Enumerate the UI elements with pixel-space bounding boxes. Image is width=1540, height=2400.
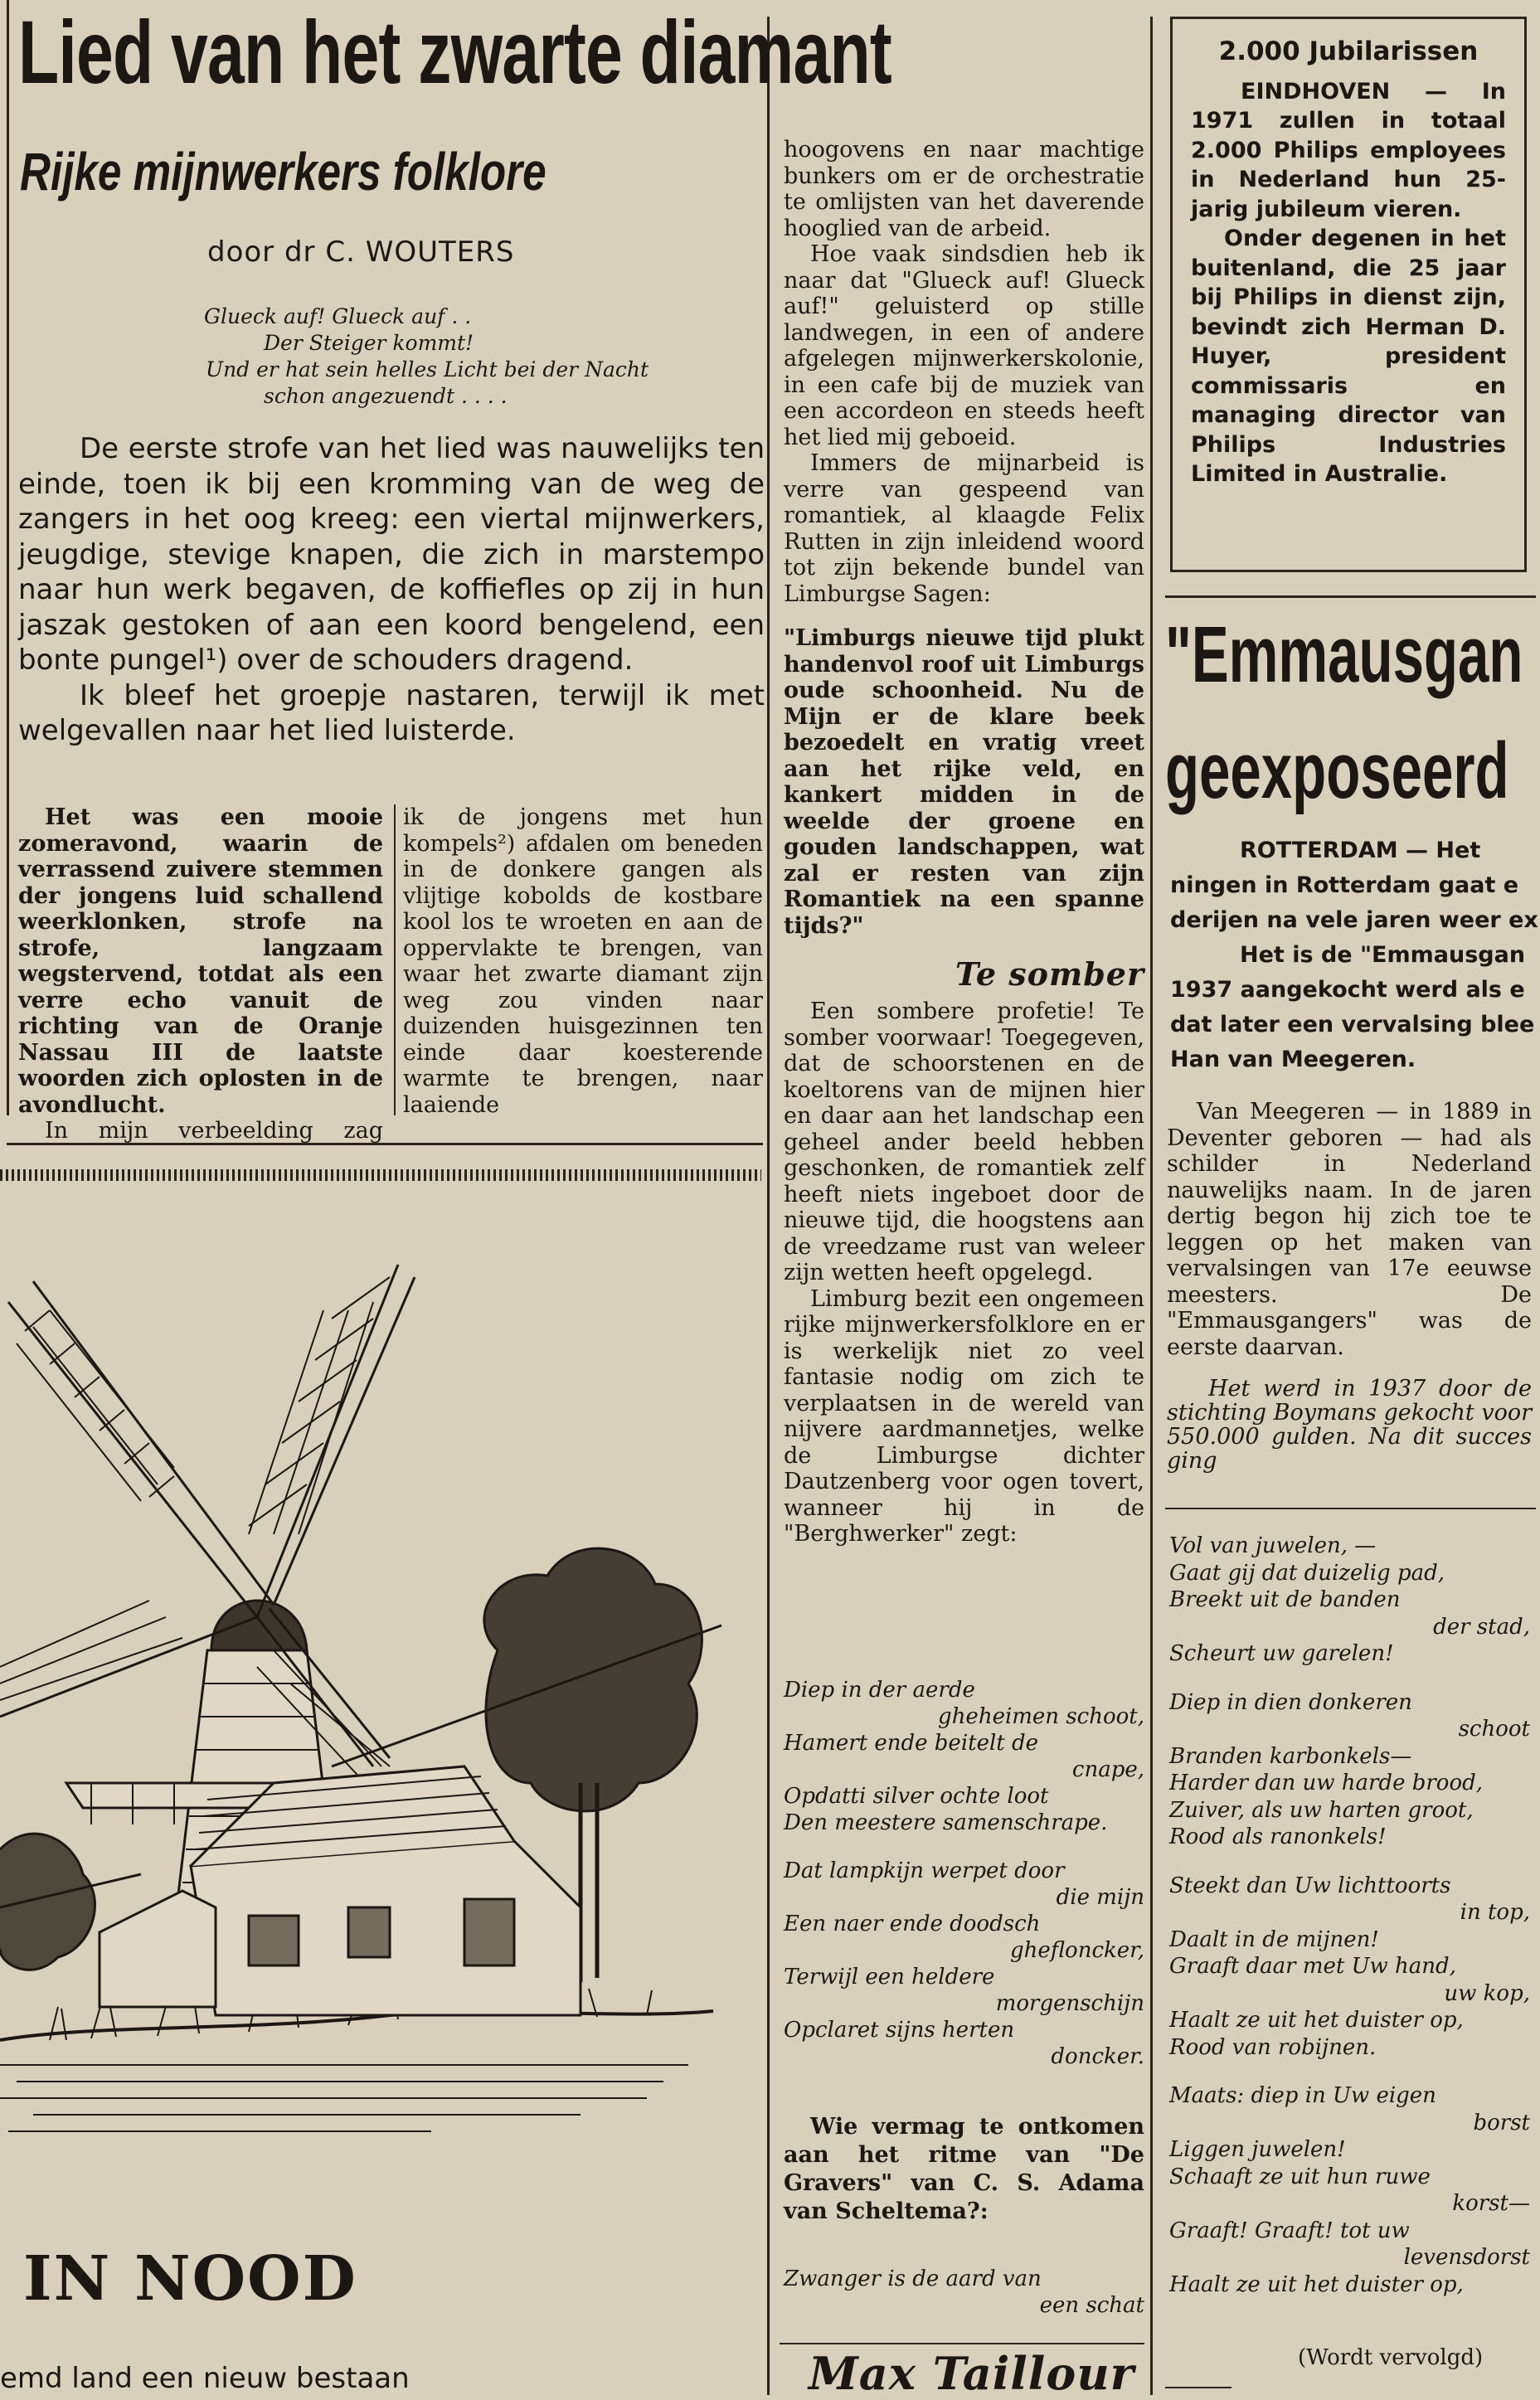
paragraph: In mijn verbeelding zag — [45, 1118, 383, 1144]
poem-line: Opdatti silver ochte loot — [784, 1784, 1049, 1809]
paragraph: Limburg bezit een ongemeen rijke mijnwerkersfolklore en er is werkelijk niet zo veel fantasie nodig om zich te verplaatsen in de wereld van nijvere aardmannetjes, welke de Limburgse dichter Dautzenberg voor ogen tovert, wanneer hij in de "Berghwerker" zegt: — [784, 1285, 1144, 1547]
poem-line: Maats: diep in Uw eigen — [1169, 2083, 1436, 2108]
poem-line: Zwanger is de aard van — [784, 2266, 1042, 2291]
paragraph: Het werd in 1937 door de stichting Boymans gekocht voor 550.000 gulden. Na dit succes ging — [1167, 1376, 1532, 1474]
windmill-illustration — [0, 1186, 763, 2198]
poem-line: Gaat gij dat duizelig pad, — [1169, 1560, 1445, 1586]
poem-line: borst — [1473, 2110, 1530, 2135]
question-paragraph — [784, 2113, 1144, 2226]
section-heading: Te somber — [955, 955, 1144, 993]
poem-line: Dat lampkijn werpet door — [784, 1858, 1065, 1883]
poem-line: Branden karbonkels— — [1169, 1743, 1412, 1769]
paragraph: Een sombere profetie! Te somber voorwaar! Toegegeven, dat de schoorstenen en de koeltorens van de mijnen hier en daar aan het landschap een geheel ander beeld hebben geschonken, de romantiek zelf heeft niets ingeboet door de nieuwe tijd, die hoogstens aan de vreedzame rust van weleer zijn wetten heeft opgelegd. — [784, 998, 1144, 1285]
lead-text-2: Ik bleef het groepje nastaren, terwijl ik met welgevallen naar het lied luisterde. — [18, 678, 765, 747]
poem-line: morgenschijn — [995, 1991, 1144, 2016]
poem-line: Haalt ze uit het duister op, — [1169, 2271, 1464, 2297]
poem-line: Graaft daar met Uw hand, — [1169, 1954, 1456, 1979]
poem-berghwerker — [784, 1677, 1144, 2070]
section-rule — [780, 2343, 1144, 2344]
paragraph: ik de jongens met hun kompels²) afdalen om beneden in de donkere gangen als vlijtige kobolds de kostbare kool los te wroeten en aan de oppervlakte te brengen, van waar het zwarte diamant zijn weg zou vinden naar duizenden huisgezinnen ten einde daar koesterende warmte te brengen, naar laaiende — [403, 804, 763, 1118]
box-paragraph: In 1971 zullen in totaal 2.000 Philips employees in Nederland hun 25-jarig jubileum vieren. — [1191, 78, 1507, 222]
poem-line: doncker. — [1051, 2044, 1144, 2069]
poem-line: Hamert ende beitelt de — [784, 1731, 1039, 1756]
poem-line: in top, — [1460, 1900, 1530, 1925]
epigraph-line: Glueck auf! Glueck auf . . — [204, 304, 472, 328]
poem-line: levensdorst — [1403, 2245, 1530, 2270]
poem-line: cnape, — [1071, 1757, 1144, 1782]
column-rule — [394, 804, 396, 1115]
poem-line: Terwijl een heldere — [784, 1965, 995, 1989]
paragraph: Hoe vaak sindsdien heb ik naar dat "Glueck auf! Glueck auf!" geluisterd op stille landwegen, in een of andere afgelegen mijnwerkerskolonie, in een cafe bij de muziek van een accordeon en steeds heeft het lied mij geboeid. — [784, 241, 1144, 450]
poem-line: Een naer ende doodsch — [784, 1912, 1041, 1936]
subheadline: Rijke mijnwerkers folklore — [20, 142, 547, 202]
right-article — [1165, 597, 1540, 1509]
column-c — [784, 137, 1144, 1547]
poem-line: schoot — [1458, 1717, 1530, 1742]
section-rule — [1165, 2387, 1232, 2388]
headline: "Emmausgan — [1165, 610, 1523, 699]
headline: geexposeerd — [1165, 726, 1509, 815]
poem-line: een schat — [1039, 2293, 1144, 2318]
poem-line: Rood als ranonkels! — [1169, 1824, 1387, 1849]
poem-line: Liggen juwelen! — [1169, 2137, 1346, 2162]
lead-lines — [1170, 833, 1540, 1077]
poem-line: die mijn — [1056, 1885, 1144, 1910]
text-line: ROTTERDAM — Het — [1240, 838, 1481, 863]
poem-line: Scheurt uw garelen! — [1169, 1641, 1394, 1666]
bottom-headline: IN NOOD — [23, 2243, 357, 2315]
poem-gravers-start — [784, 2266, 1144, 2319]
windmill-drawing — [0, 1186, 763, 2198]
poem-gravers — [1169, 1533, 1530, 2298]
column-rule — [767, 17, 770, 2395]
news-box — [1170, 17, 1527, 572]
paragraph: Het was een mooie zomeravond, waarin de verrassend zuivere stemmen der jongens luid schallend weerklonken, strofe na strofe, langzaam wegstervend, totdat als een verre echo vanuit de richting van de Oranje Nassau III de laatste woorden zich oplosten in de avondlucht. — [18, 804, 383, 1118]
poem-line: Harder dan uw harde brood, — [1169, 1771, 1484, 1795]
paragraph: Immers de mijnarbeid is verre van gespeend van romantiek, al klaagde Felix Rutten in zijn inleidend woord tot zijn bekende bundel van Limburgse Sagen: — [784, 450, 1144, 607]
text-line: ningen in Rotterdam gaat e — [1170, 872, 1519, 898]
column-a — [18, 804, 383, 1144]
poem-line: korst— — [1452, 2191, 1530, 2216]
poem-line: Daalt in de mijnen! — [1169, 1926, 1379, 1952]
epigraph-line: schon angezuendt . . . . — [264, 384, 508, 408]
text-line: dat later een vervalsing blee — [1170, 1012, 1535, 1037]
lead-paragraph — [18, 431, 765, 749]
column-rule — [1150, 17, 1153, 2395]
dash: — — [1425, 78, 1482, 104]
poem-line: Opclaret sijns herten — [784, 2018, 1015, 2043]
paragraph: hoogovens en naar machtige bunkers om er de orchestratie te omlijsten van het daverende hooglied van de arbeid. — [784, 137, 1144, 241]
text-line: Het is de "Emmausgan — [1240, 942, 1526, 968]
text-line: Han van Meegeren. — [1170, 1047, 1416, 1072]
poem-line: Diep in dien donkeren — [1169, 1689, 1412, 1715]
poem-line: Rood van robijnen. — [1169, 2034, 1377, 2060]
poem-line: Steekt dan Uw lichttoorts — [1169, 1873, 1451, 1898]
column-rule — [7, 0, 9, 1115]
bottom-headline: Max Taillour — [809, 2347, 1135, 2400]
pull-quote: "Limburgs nieuwe tijd plukt handenvol roof uit Limburgs oude schoonheid. Nu de Mijn er de klare beek bezoedelt en vratig vreet aan het rijke veld, en kankert midden in de weelde der groene en gouden landschappen, wat zal er resten van zijn Romantiek na een spanne tijds?" — [784, 625, 1144, 939]
continued-note: (Wordt vervolgd) — [1298, 2345, 1484, 2370]
ornamental-rule — [0, 1169, 761, 1181]
poem-line: Graaft! Graaft! tot uw — [1169, 2218, 1410, 2243]
text-line: 1937 aangekocht werd als e — [1170, 977, 1525, 1003]
column-b — [403, 804, 763, 1118]
poem-line: Vol van juwelen, — — [1169, 1533, 1377, 1558]
box-paragraph: Onder degenen in het buitenland, die 25 jaar bij Philips in dienst zijn, bevindt zich Herman D. Huyer, president commissaris en managing director van Philips Industries Limited in Australie. — [1191, 226, 1506, 487]
poem-line: Zuiver, als uw harten groot, — [1169, 1797, 1474, 1823]
poem-line: Haalt ze uit het duister op, — [1169, 2008, 1464, 2033]
poem-line: Schaaft ze uit hun ruwe — [1169, 2164, 1431, 2189]
byline: door dr C. WOUTERS — [207, 236, 515, 269]
box-text — [1191, 77, 1506, 225]
paragraph: Van Meegeren — in 1889 in Deventer geboren — had als schilder in Nederland nauwelijks naam. In de jaren dertig begon hij zich toe te leggen op het maken van vervalsingen van 17e eeuwse meesters. De "Emmausgangers" was de eerste daarvan. — [1167, 1099, 1532, 1360]
lead-text: De eerste strofe van het lied was nauwelijks ten einde, toen ik bij een kromming van de weg de zangers in het oog kreeg: een viertal mijnwerkers, jeugdige, stevige knapen, die zich in marstempo naar hun werk begaven, de koffiefles op zij in hun jaszak gestoken of aan een koord bengelend, een bonte pungel¹) over de schouders dragend. — [18, 432, 765, 677]
epigraph-line: Und er hat sein helles Licht bei der Nacht — [206, 357, 649, 381]
dateline: EINDHOVEN — [1241, 78, 1391, 104]
epigraph — [199, 304, 763, 410]
poem-line: uw kop, — [1444, 1980, 1530, 2006]
poem-line: gheheimen schoot, — [938, 1704, 1144, 1729]
epigraph-line: Der Steiger kommt! — [264, 331, 474, 355]
poem-line: der stad, — [1433, 1614, 1530, 1640]
poem-line: Diep in der aerde — [784, 1678, 975, 1703]
paragraph: Wie vermag te ontkomen aan het ritme van "De Gravers" van C. S. Adama van Scheltema?: — [784, 2114, 1144, 2224]
box-title: 2.000 Jubilarissen — [1218, 36, 1479, 66]
poem-line: Den meestere samenschrape. — [784, 1810, 1108, 1835]
text-line: derijen na vele jaren weer ex — [1170, 907, 1538, 933]
bottom-text: emd land een nieuw bestaan — [0, 2362, 410, 2395]
poem-line: Breekt uit de banden — [1169, 1587, 1401, 1612]
headline: Lied van het zwarte diamant — [18, 2, 891, 102]
poem-line: ghefloncker, — [1009, 1938, 1144, 1963]
